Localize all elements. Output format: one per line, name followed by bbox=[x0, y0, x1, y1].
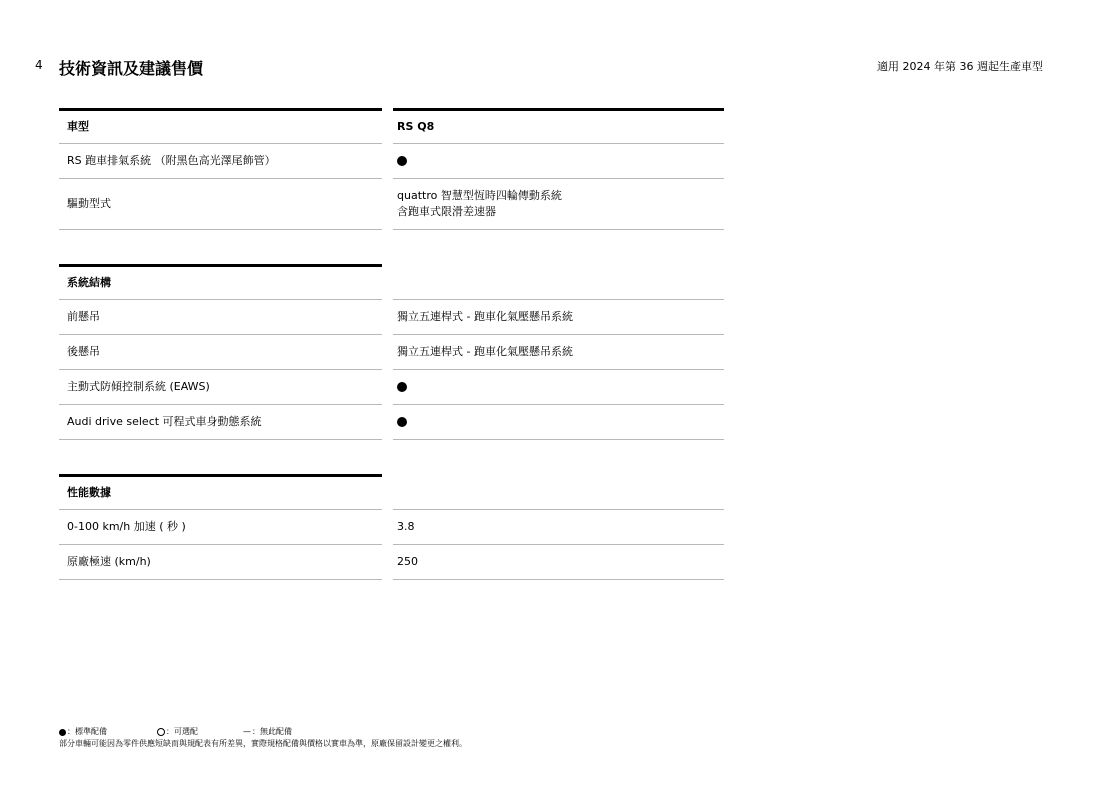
section-heading: 車型 bbox=[59, 108, 382, 144]
page-number: 4 bbox=[35, 58, 43, 72]
row-value-line: 獨立五連桿式 - 跑車化氣壓懸吊系統 bbox=[397, 310, 573, 323]
filled-circle-icon bbox=[59, 729, 66, 736]
table-row bbox=[59, 405, 724, 440]
row-value-line: 含跑車式限滑差速器 bbox=[397, 205, 496, 218]
row-label: 前懸吊 bbox=[59, 300, 382, 335]
model-heading bbox=[393, 474, 724, 510]
legend-none-label: ：無此配備 bbox=[252, 727, 292, 736]
row-label: Audi drive select 可程式車身動態系統 bbox=[59, 405, 382, 440]
table-row bbox=[59, 370, 724, 405]
row-label: 0-100 km/h 加速 ( 秒 ) bbox=[59, 510, 382, 545]
row-value-line: quattro 智慧型恆時四輪傳動系統 bbox=[397, 189, 562, 202]
row-value bbox=[393, 545, 724, 580]
legend-standard bbox=[59, 726, 157, 738]
row-value bbox=[393, 179, 724, 230]
spec-section bbox=[59, 474, 724, 580]
open-circle-icon bbox=[157, 728, 165, 736]
section-header-row bbox=[59, 108, 724, 144]
spec-section bbox=[59, 264, 724, 440]
legend-optional-label: ：可選配 bbox=[166, 727, 198, 736]
legend-optional bbox=[157, 726, 243, 738]
row-value bbox=[393, 370, 724, 405]
spec-section bbox=[59, 108, 724, 230]
disclaimer: 部分車輛可能因為零件供應短缺而與規配表有所差異，實際規格配備與價格以實車為準，原廠保留設計變更之權利。 bbox=[59, 739, 467, 748]
row-label: 原廠極速 (km/h) bbox=[59, 545, 382, 580]
standard-equipment-icon bbox=[397, 156, 407, 166]
table-row bbox=[59, 144, 724, 179]
dash-icon: — bbox=[243, 727, 251, 736]
page-title: 技術資訊及建議售價 bbox=[59, 59, 204, 78]
section-heading: 系統結構 bbox=[59, 264, 382, 300]
table-row bbox=[59, 510, 724, 545]
row-label: 驅動型式 bbox=[59, 179, 382, 230]
section-heading: 性能數據 bbox=[59, 474, 382, 510]
row-value bbox=[393, 510, 724, 545]
row-value-line: 3.8 bbox=[397, 520, 415, 533]
table-row bbox=[59, 300, 724, 335]
legend-standard-label: ：標準配備 bbox=[67, 727, 107, 736]
legend bbox=[59, 726, 467, 738]
row-label: 後懸吊 bbox=[59, 335, 382, 370]
table-row bbox=[59, 179, 724, 230]
table-row bbox=[59, 335, 724, 370]
applicability-note: 適用 2024 年第 36 週起生產車型 bbox=[877, 60, 1043, 73]
model-heading: RS Q8 bbox=[393, 108, 724, 144]
legend-none bbox=[243, 726, 292, 738]
model-heading bbox=[393, 264, 724, 300]
row-value bbox=[393, 300, 724, 335]
row-value-line: 獨立五連桿式 - 跑車化氣壓懸吊系統 bbox=[397, 345, 573, 358]
row-value bbox=[393, 335, 724, 370]
standard-equipment-icon bbox=[397, 417, 407, 427]
standard-equipment-icon bbox=[397, 382, 407, 392]
table-row bbox=[59, 545, 724, 580]
section-header-row bbox=[59, 264, 724, 300]
row-label: RS 跑車排氣系統 （附黑色高光澤尾飾管） bbox=[59, 144, 382, 179]
row-value bbox=[393, 144, 724, 179]
spec-table bbox=[59, 108, 724, 614]
row-label: 主動式防傾控制系統 (EAWS) bbox=[59, 370, 382, 405]
row-value bbox=[393, 405, 724, 440]
section-header-row bbox=[59, 474, 724, 510]
row-value-line: 250 bbox=[397, 555, 418, 568]
footer bbox=[59, 726, 467, 750]
